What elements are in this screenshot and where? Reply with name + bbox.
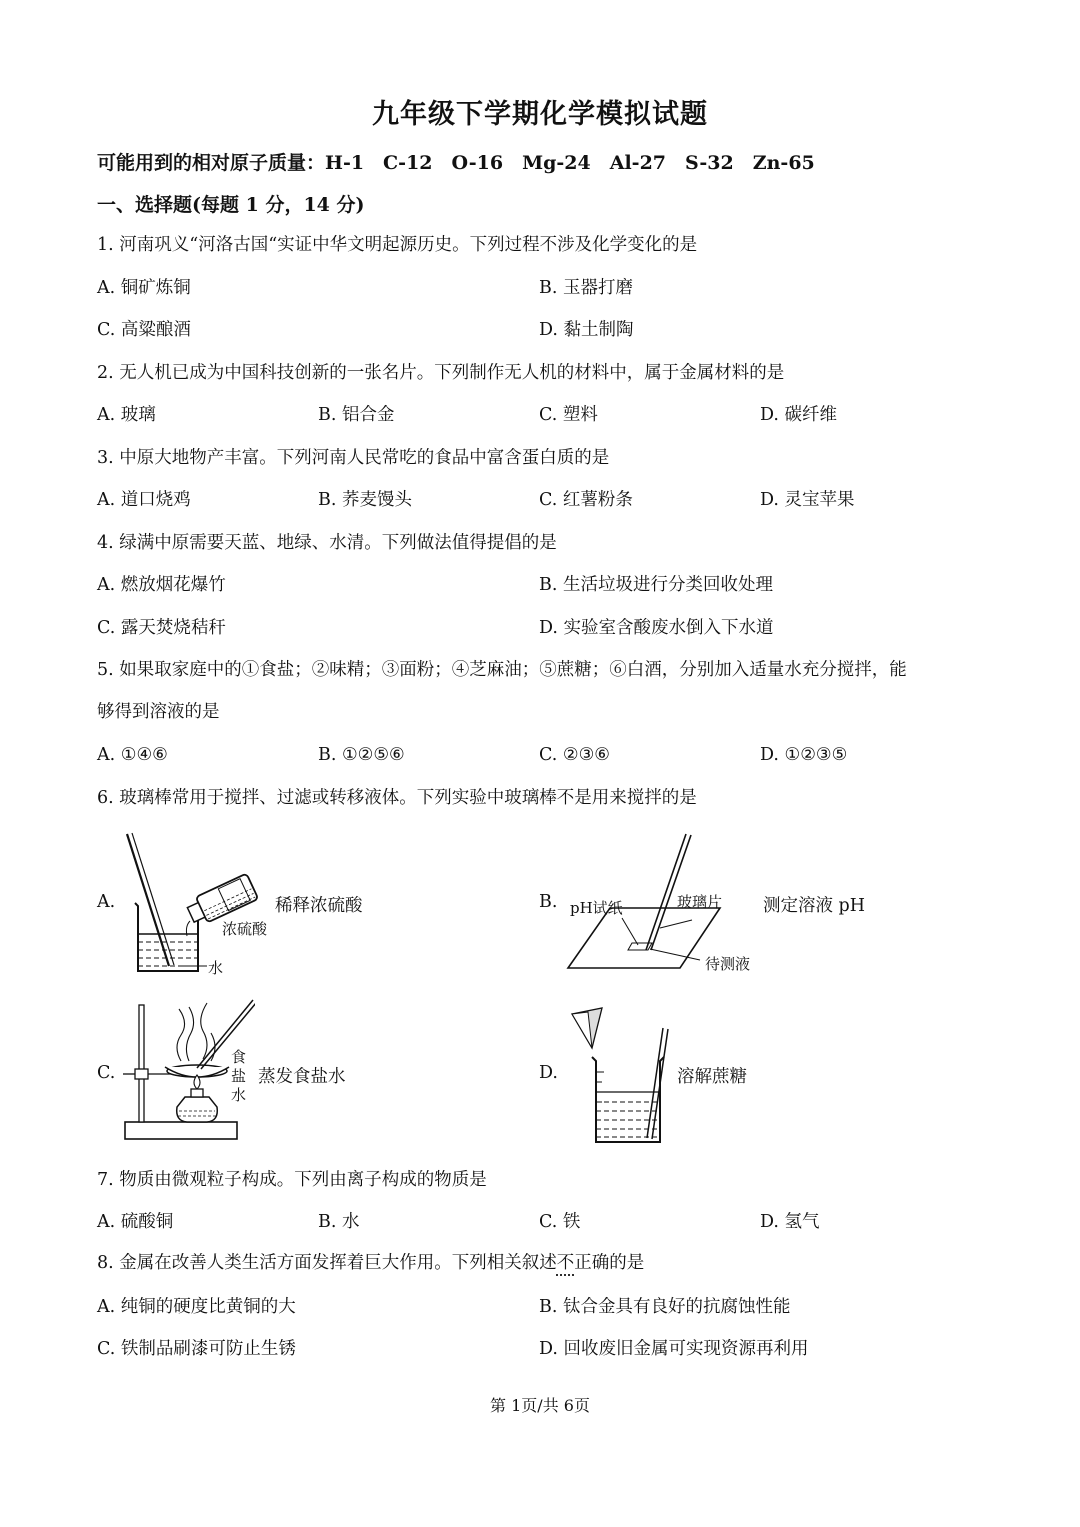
- q7-option-d: D. 氢气: [760, 1212, 820, 1232]
- q5-stem-line2: 够得到溶液的是: [97, 702, 220, 722]
- q1-option-d: D. 黏土制陶: [539, 320, 634, 340]
- q6-stem: 6. 玻璃棒常用于搅拌、过滤或转移液体。下列实验中玻璃棒不是用来搅拌的是: [97, 788, 697, 808]
- q6-c-letter: C.: [97, 1063, 116, 1083]
- q7-option-a: A. 硫酸铜: [97, 1212, 174, 1232]
- q2-option-a: A. 玻璃: [97, 405, 156, 425]
- q2-stem: 2. 无人机已成为中国科技创新的一张名片。下列制作无人机的材料中，属于金属材料的是: [97, 363, 785, 383]
- q8-stem-pre: 8. 金属在改善人类生活方面发挥着巨大作用。下列相关叙述: [97, 1253, 557, 1273]
- section-heading: 一、选择题(每题 1 分，14 分): [97, 194, 365, 216]
- q4-stem: 4. 绿满中原需要天蓝、地绿、水清。下列做法值得提倡的是: [97, 533, 557, 553]
- q1-option-b: B. 玉器打磨: [539, 278, 633, 298]
- q1-option-c: C. 高粱酿酒: [97, 320, 191, 340]
- q6-c-label-2: 盐: [231, 1067, 247, 1085]
- q4-option-d: D. 实验室含酸废水倒入下水道: [539, 618, 774, 638]
- q6-b-caption: 测定溶液 pH: [763, 896, 866, 916]
- q8-stem-emphasis: 不: [556, 1253, 575, 1273]
- q6-d-caption: 溶解蔗糖: [677, 1067, 747, 1087]
- q7-option-c: C. 铁: [539, 1212, 581, 1232]
- q2-option-d: D. 碳纤维: [760, 405, 838, 425]
- q8-option-a: A. 纯铜的硬度比黄铜的大: [97, 1297, 296, 1317]
- page-title: 九年级下学期化学模拟试题: [372, 99, 708, 130]
- q1-option-a: A. 铜矿炼铜: [97, 278, 191, 298]
- dissolving-diagram: [560, 1000, 680, 1150]
- q6-c-caption: 蒸发食盐水: [258, 1067, 346, 1087]
- dilution-diagram: [115, 826, 285, 981]
- q3-option-b: B. 荞麦馒头: [318, 490, 412, 510]
- q6-b-label-solution: 待测液: [705, 955, 751, 973]
- q6-b-letter: B.: [539, 892, 558, 912]
- q4-option-b: B. 生活垃圾进行分类回收处理: [539, 575, 773, 595]
- atomic-masses: 可能用到的相对原子质量：H-1 C-12 O-16 Mg-24 Al-27 S-32 Zn-65: [97, 152, 815, 174]
- q6-c-label-1: 食: [231, 1048, 247, 1066]
- q3-option-d: D. 灵宝苹果: [760, 490, 855, 510]
- q1-stem: 1. 河南巩义“河洛古国“实证中华文明起源历史。下列过程不涉及化学变化的是: [97, 235, 698, 255]
- q3-option-a: A. 道口烧鸡: [97, 490, 191, 510]
- page-footer: 第 1页/共 6页: [490, 1396, 590, 1415]
- q7-stem: 7. 物质由微观粒子构成。下列由离子构成的物质是: [97, 1170, 487, 1190]
- q8-stem: [97, 1251, 644, 1275]
- q8-option-b: B. 钛合金具有良好的抗腐蚀性能: [539, 1297, 791, 1317]
- q4-option-c: C. 露天焚烧秸秆: [97, 618, 226, 638]
- q5-option-b: B. ①②⑤⑥: [318, 745, 405, 765]
- q2-option-c: C. 塑料: [539, 405, 598, 425]
- q8-option-d: D. 回收废旧金属可实现资源再利用: [539, 1339, 809, 1359]
- q8-option-c: C. 铁制品刷漆可防止生锈: [97, 1339, 296, 1359]
- q6-a-letter: A.: [97, 892, 116, 912]
- q5-option-c: C. ②③⑥: [539, 745, 610, 765]
- q2-option-b: B. 铝合金: [318, 405, 395, 425]
- q6-a-label-water: 水: [208, 959, 224, 977]
- q6-d-letter: D.: [539, 1063, 558, 1083]
- q6-a-caption: 稀释浓硫酸: [275, 896, 363, 916]
- q6-a-label-acid: 浓硫酸: [222, 920, 268, 938]
- q5-option-a: A. ①④⑥: [97, 745, 168, 765]
- q7-option-b: B. 水: [318, 1212, 360, 1232]
- q6-b-label-glass: 玻璃片: [677, 893, 723, 911]
- q6-b-label-paper: pH试纸: [570, 899, 623, 917]
- q5-stem-line1: 5. 如果取家庭中的①食盐；②味精；③面粉；④芝麻油；⑤蔗糖；⑥白酒，分别加入适量水充分搅拌，能: [97, 660, 907, 680]
- q3-option-c: C. 红薯粉条: [539, 490, 633, 510]
- q8-stem-post: 正确的是: [574, 1253, 645, 1273]
- q3-stem: 3. 中原大地物产丰富。下列河南人民常吃的食品中富含蛋白质的是: [97, 448, 610, 468]
- q5-option-d: D. ①②③⑤: [760, 745, 848, 765]
- q4-option-a: A. 燃放烟花爆竹: [97, 575, 226, 595]
- q6-c-label-3: 水: [231, 1086, 247, 1104]
